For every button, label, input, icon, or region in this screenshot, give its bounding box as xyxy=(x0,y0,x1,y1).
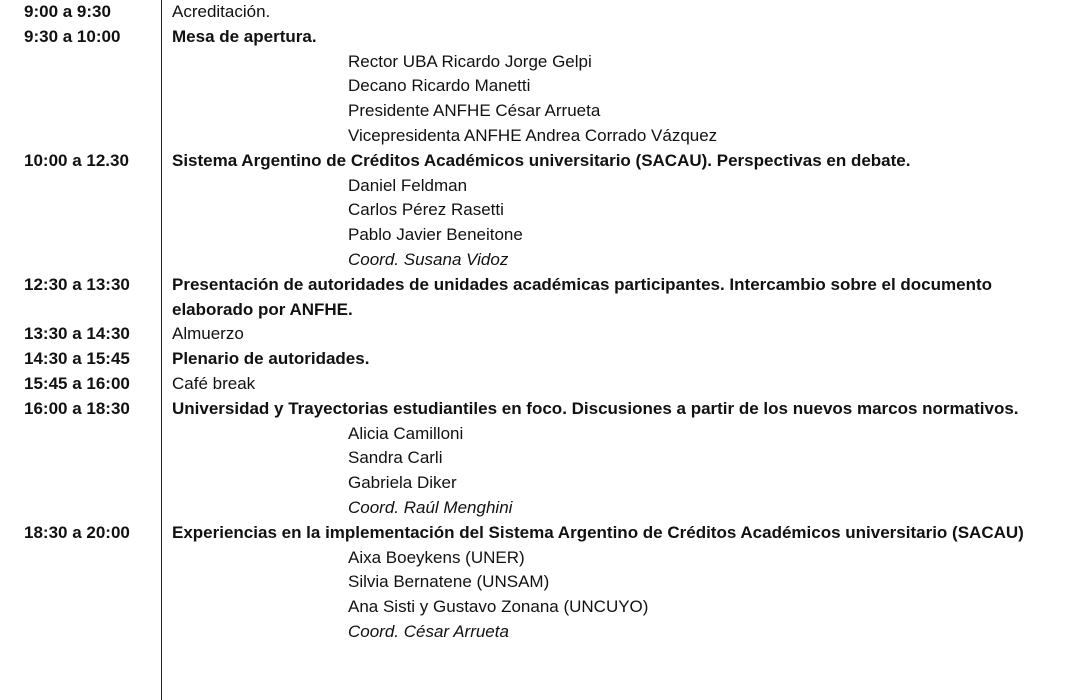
session-speaker: Silvia Bernatene (UNSAM) xyxy=(348,572,550,592)
time-slot: 10:00 a 12.30 xyxy=(24,150,129,170)
session-content xyxy=(172,273,1062,323)
session-content xyxy=(172,397,1062,521)
session-title: Almuerzo xyxy=(172,324,244,344)
schedule-row xyxy=(0,347,1080,372)
session-speaker: Pablo Javier Beneitone xyxy=(348,225,523,245)
session-speaker: Sandra Carli xyxy=(348,448,443,468)
session-content xyxy=(172,149,1062,273)
time-slot: 12:30 a 13:30 xyxy=(24,274,130,294)
session-content xyxy=(172,521,1062,645)
session-title: Presentación de autoridades de unidades académicas participantes. Intercambio sobre el documento elaborado por ANFHE. xyxy=(172,274,993,319)
session-speaker: Decano Ricardo Manetti xyxy=(348,76,531,96)
time-slot: 18:30 a 20:00 xyxy=(24,522,130,542)
schedule-row xyxy=(0,322,1080,347)
session-coordinator: Coord. Raúl Menghini xyxy=(348,497,513,517)
schedule-row xyxy=(0,25,1080,149)
session-speaker: Rector UBA Ricardo Jorge Gelpi xyxy=(348,51,592,71)
schedule-row xyxy=(0,521,1080,645)
session-speaker: Ana Sisti y Gustavo Zonana (UNCUYO) xyxy=(348,597,649,617)
session-content xyxy=(172,0,1062,25)
time-slot: 15:45 a 16:00 xyxy=(24,373,130,393)
session-title: Mesa de apertura. xyxy=(172,26,317,46)
session-title: Café break xyxy=(172,373,256,393)
time-slot: 9:00 a 9:30 xyxy=(24,2,111,21)
session-speaker: Daniel Feldman xyxy=(348,175,468,195)
session-coordinator: Coord. César Arrueta xyxy=(348,621,509,641)
time-slot: 16:00 a 18:30 xyxy=(24,398,130,418)
session-title: Universidad y Trayectorias estudiantiles en foco. Discusiones a partir de los nuevos marcos normativos. xyxy=(172,398,1019,418)
session-speaker: Aixa Boeykens (UNER) xyxy=(348,547,525,567)
time-slot: 13:30 a 14:30 xyxy=(24,324,130,344)
session-title: Sistema Argentino de Créditos Académicos universitario (SACAU). Perspectivas en debate. xyxy=(172,150,911,170)
session-title: Experiencias en la implementación del Sistema Argentino de Créditos Académicos universitario (SACAU) xyxy=(172,522,1024,542)
session-speaker: Gabriela Diker xyxy=(348,473,457,493)
session-title: Plenario de autoridades. xyxy=(172,349,370,369)
session-title: Acreditación. xyxy=(172,2,271,21)
session-content xyxy=(172,347,1062,372)
schedule-row xyxy=(0,372,1080,397)
session-speaker: Alicia Camilloni xyxy=(348,423,464,443)
session-speaker: Carlos Pérez Rasetti xyxy=(348,200,504,220)
session-content xyxy=(172,25,1062,149)
session-content xyxy=(172,322,1062,347)
session-content xyxy=(172,372,1062,397)
time-slot: 14:30 a 15:45 xyxy=(24,349,130,369)
session-speaker: Presidente ANFHE César Arrueta xyxy=(348,101,601,121)
time-slot: 9:30 a 10:00 xyxy=(24,26,121,46)
session-coordinator: Coord. Susana Vidoz xyxy=(348,249,509,269)
schedule-row xyxy=(0,397,1080,521)
session-speaker: Vicepresidenta ANFHE Andrea Corrado Vázquez xyxy=(348,125,718,145)
schedule-row xyxy=(0,273,1080,323)
schedule-row xyxy=(0,149,1080,273)
schedule-row xyxy=(0,0,1080,25)
